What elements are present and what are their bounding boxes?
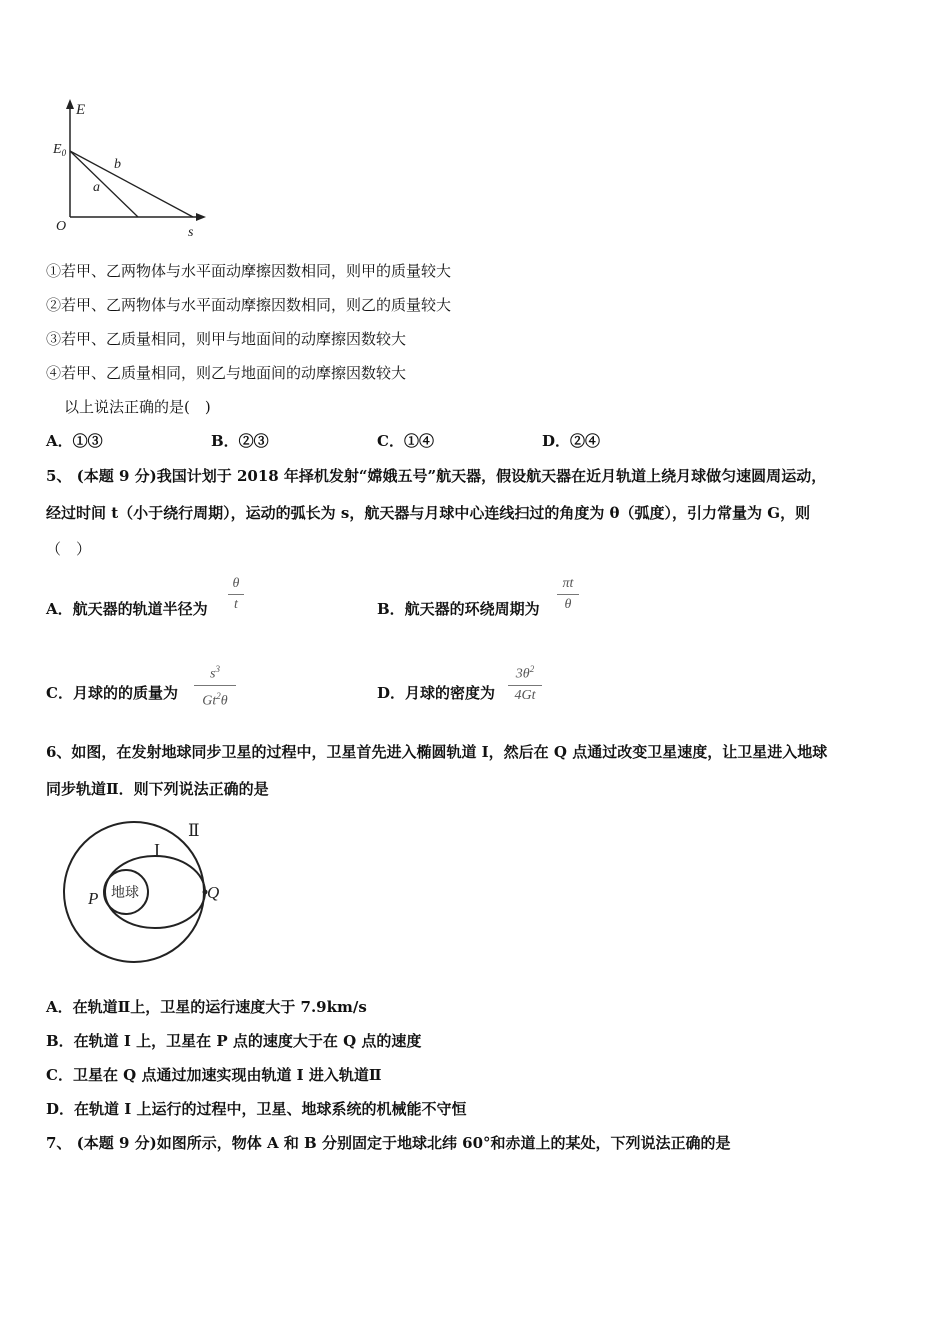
q5-option-c[interactable]: C．月球的的质量为	[46, 684, 178, 702]
q5-option-d-fraction: $3\theta^2$ 4Gt	[508, 661, 542, 704]
q5-option-a[interactable]: A．航天器的轨道半径为	[46, 600, 208, 618]
q5-option-a-fraction: θ t	[228, 576, 244, 613]
y-axis-label: E	[76, 102, 86, 118]
q6-option-b[interactable]: B．在轨道 I 上，卫星在 P 点的速度大于在 Q 点的速度	[46, 1032, 422, 1050]
orbit-1-label: I	[154, 840, 160, 860]
question-7-line-1: 7、 (本题 9 分)如图所示，物体 A 和 B 分别固定于地球北纬 60°和赤道上的某处，下列说法正确的是	[46, 1134, 731, 1152]
option-b[interactable]: B．②③	[211, 432, 269, 450]
line-b-label: b	[114, 157, 121, 172]
question-6-line-1: 6、如图，在发射地球同步卫星的过程中，卫星首先进入椭圆轨道 I，然后在 Q 点通过改变卫星速度，让卫星进入地球	[46, 743, 828, 761]
x-axis-arrow	[196, 213, 206, 221]
q5-option-c-fraction: $s^3$ Gt$^2$θ	[194, 661, 236, 709]
statement-4: ④若甲、乙质量相同，则乙与地面间的动摩擦因数较大	[46, 364, 407, 382]
q6-option-d[interactable]: D．在轨道 I 上运行的过程中，卫星、地球系统的机械能不守恒	[46, 1100, 467, 1118]
point-p-label: P	[88, 889, 99, 908]
question-5-line-1: 5、 (本题 9 分)我国计划于 2018 年择机发射“嫦娥五号”航天器，假设航天器在近月轨道上绕月球做匀速圆周运动，	[46, 467, 827, 485]
statement-1: ①若甲、乙两物体与水平面动摩擦因数相同，则甲的质量较大	[46, 262, 452, 280]
e0-label: $E_0$	[53, 142, 67, 158]
line-b	[70, 151, 193, 217]
energy-distance-graph	[50, 96, 215, 241]
question-prompt: 以上说法正确的是( )	[64, 398, 211, 416]
statement-2: ②若甲、乙两物体与水平面动摩擦因数相同，则乙的质量较大	[46, 296, 452, 314]
earth-label: 地球	[111, 886, 139, 901]
line-a	[70, 151, 138, 217]
option-c[interactable]: C．①④	[377, 432, 434, 450]
orbit-diagram	[50, 814, 240, 972]
orbit-2-label: Ⅱ	[188, 821, 200, 840]
question-5-line-2: 经过时间 t（小于绕行周期），运动的弧长为 s，航天器与月球中心连线扫过的角度为 θ（弧度），引力常量为 G，则	[46, 504, 811, 522]
q5-option-b-fraction: πt θ	[557, 576, 579, 613]
q6-option-c[interactable]: C．卫星在 Q 点通过加速实现由轨道 I 进入轨道Ⅱ	[46, 1066, 382, 1084]
point-q-label: Q	[207, 883, 220, 902]
option-d[interactable]: D．②④	[542, 432, 601, 450]
statement-3: ③若甲、乙质量相同，则甲与地面间的动摩擦因数较大	[46, 330, 407, 348]
q6-option-a[interactable]: A．在轨道Ⅱ上，卫星的运行速度大于 7.9km/s	[46, 998, 367, 1016]
x-axis-label: s	[188, 225, 194, 240]
y-axis-arrow	[66, 99, 74, 109]
line-a-label: a	[93, 180, 100, 195]
q5-option-d[interactable]: D．月球的密度为	[377, 684, 496, 702]
question-5-line-3: （ ）	[46, 540, 92, 558]
option-a[interactable]: A．①③	[46, 432, 103, 450]
question-6-line-2: 同步轨道Ⅱ．则下列说法正确的是	[46, 780, 269, 798]
q5-option-b[interactable]: B．航天器的环绕周期为	[377, 600, 540, 618]
origin-label: O	[56, 219, 67, 234]
